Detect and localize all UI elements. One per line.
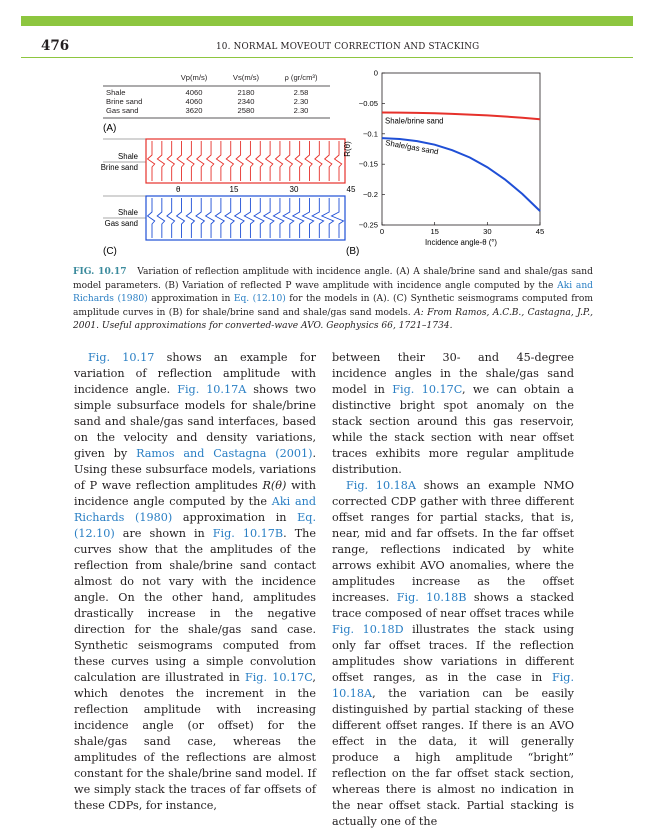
angle-tick-15: 15 — [230, 185, 239, 194]
table-cell: 2580 — [238, 106, 255, 115]
seismic-trace — [305, 141, 312, 181]
y-axis-ticks — [359, 69, 385, 230]
seismic-trace — [215, 198, 224, 238]
seismogram-panel — [101, 139, 356, 240]
body-text: shows a stacked trace composed of near offset traces while — [332, 591, 574, 620]
running-title: 10. NORMAL MOVEOUT CORRECTION AND STACKING — [216, 42, 479, 52]
y-tick-label: −0.25 — [359, 221, 378, 230]
body-text: approximation in — [172, 511, 297, 524]
page-number: 476 — [41, 38, 69, 54]
caption-ref-link[interactable]: Aki and Richards (1980) — [73, 281, 593, 305]
seismic-trace — [312, 198, 323, 238]
figure-link[interactable]: Fig. 10.18B — [397, 591, 467, 604]
panel-label-a: (A) — [103, 123, 116, 134]
body-text: , we can obtain a distinctive bright spot anomaly on the stack section around this gas reservoir, while the stack section with near offset traces exhibits more regular amplitude distribution. — [332, 383, 574, 476]
paragraph — [332, 350, 574, 478]
body-text: illustrates the stack using only far offset traces. If the reflection amplitudes show variations in different offset ranges, as in the case in — [332, 623, 574, 684]
seismic-trace — [236, 141, 243, 181]
seismic-trace — [235, 198, 244, 238]
table-cell: 2.30 — [294, 106, 309, 115]
caption-text: approximation in — [148, 294, 234, 304]
body-text: , which denotes the increment in the reflection amplitude with increasing incidence angle (or offset) for the shale/gas sand case, whereas the amplitudes of the reflections are almost constant for the shale/brine sand model. If we simply stack the traces of far offsets of these CDPs, for instance, — [74, 671, 316, 812]
seismic-trace — [226, 141, 233, 181]
seismic-trace — [225, 198, 234, 238]
figure-link[interactable]: Fig. 10.17C — [392, 383, 462, 396]
body-text: . The curves show that the amplitudes of the reflection from shale/brine sand contact almost do not vary with the incidence angle. On the other hand, amplitudes drastically increase in the negative direction for the shale/gas sand case. Synthetic seismograms computed from these curves using a simple convolution calculation are illustrated in — [74, 527, 316, 684]
layer-label-gas-sand: Gas sand — [105, 219, 138, 228]
seismic-trace — [293, 198, 304, 238]
figure-link[interactable]: Fig. 10.17B — [213, 527, 283, 540]
seismic-trace — [302, 198, 313, 238]
body-text: are shown in — [115, 527, 213, 540]
figure-link[interactable]: Fig. 10.17 — [88, 351, 154, 364]
x-tick-label: 45 — [536, 227, 544, 236]
layer-label-brine-sand: Brine sand — [101, 163, 138, 172]
caption-source: A: From Ramos, A.C.B., Castagna, J.P., 2001. Useful approximations for converted-wave AVO. Geophysics 66, 1721–1734. — [73, 308, 593, 332]
table-cell: 2340 — [238, 97, 255, 106]
seismic-trace — [177, 198, 185, 238]
seismic-trace — [315, 141, 322, 181]
body-text: , the variation can be easily distinguished by partial stacking of these different offset ranges. If there is an AVO effect in the data, it will generally produce a high amplitude “bright” reflection on the far offset stack section, whereas there is almost no indication in the near offset stack. Partial stacking is actually one of the — [332, 687, 574, 828]
panel-label-b: (B) — [346, 246, 359, 257]
seismic-trace — [254, 198, 264, 238]
theta-axis-label: θ — [176, 185, 181, 194]
gas-sand-trace-box — [146, 196, 345, 240]
caption-text: Variation of reflection amplitude with incidence angle. (A) A shale/brine sand and shale/gas sand model parameters. (B) Variation of reflected P wave amplitude with incidence angle computed by the — [73, 267, 593, 291]
seismic-trace — [157, 141, 164, 181]
seismic-trace — [187, 141, 194, 181]
y-tick-label: −0.2 — [363, 190, 378, 199]
caption-text: for the models in (A). (C) Synthetic seismograms computed from amplitude curves in (B) for shale/brine sand and shale/gas sand models. — [73, 294, 593, 318]
paragraph — [332, 478, 574, 830]
reference-link[interactable]: Aki and Richards (1980) — [74, 495, 316, 524]
seismic-trace — [275, 141, 282, 181]
math-r-theta: R(θ) — [263, 479, 287, 492]
figure-link[interactable]: Fig. 10.18A — [346, 479, 416, 492]
seismic-trace — [256, 141, 263, 181]
seismic-trace — [207, 141, 214, 181]
table-cell: 3620 — [186, 106, 203, 115]
body-text: between their 30- and 45-degree incidence angles in the shale/gas sand model in — [332, 351, 574, 396]
seismic-trace — [266, 141, 273, 181]
x-tick-label: 30 — [483, 227, 491, 236]
figure-link[interactable]: Fig. 10.18A — [332, 671, 574, 700]
layer-label-shale: Shale — [118, 208, 138, 217]
body-text: . Using these subsurface models, variations of P wave reflection amplitudes — [74, 447, 316, 492]
seismic-trace — [157, 198, 164, 238]
layer-label-shale: Shale — [118, 152, 138, 161]
model-table — [103, 73, 330, 118]
figure-link[interactable]: Fig. 10.18D — [332, 623, 404, 636]
seismic-trace — [283, 198, 294, 238]
y-tick-label: −0.15 — [359, 160, 378, 169]
seismic-trace — [197, 141, 204, 181]
x-tick-label: 0 — [380, 227, 384, 236]
figure-link[interactable]: Fig. 10.17A — [177, 383, 246, 396]
table-header-vp: Vp(m/s) — [181, 73, 208, 82]
avo-chart — [343, 69, 544, 248]
series-label-shale-gas: Shale/gas sand — [385, 138, 440, 156]
seismic-trace — [206, 198, 215, 238]
y-tick-label: −0.05 — [359, 99, 378, 108]
table-cell: 2.58 — [294, 88, 309, 97]
table-cell: 4060 — [186, 88, 203, 97]
equation-link[interactable]: Eq. (12.10) — [74, 511, 316, 540]
table-row-name: Gas sand — [106, 106, 139, 115]
reference-link[interactable]: Ramos and Castagna (2001) — [136, 447, 312, 460]
caption-eq-link[interactable]: Eq. (12.10) — [234, 294, 286, 304]
seismic-trace — [244, 198, 254, 238]
paragraph — [74, 350, 316, 814]
seismic-trace — [264, 198, 274, 238]
seismic-trace — [295, 141, 302, 181]
panel-label-c: (C) — [103, 246, 117, 257]
body-text: shows two simple subsurface models for shale/brine sand and shale/gas sand interfaces, based on the velocity and density variations, given by — [74, 383, 316, 460]
table-header-vs: Vs(m/s) — [233, 73, 260, 82]
seismic-trace — [148, 141, 155, 181]
y-axis-label: R(θ) — [343, 141, 352, 157]
figure-10-17 — [0, 0, 648, 265]
angle-tick-30: 30 — [290, 185, 299, 194]
body-column-right — [332, 350, 574, 830]
x-axis-label: Incidence angle-θ (°) — [425, 238, 497, 247]
figure-link[interactable]: Fig. 10.17C — [245, 671, 312, 684]
y-tick-label: −0.1 — [363, 129, 378, 138]
body-column-left — [74, 350, 316, 814]
seismic-trace — [216, 141, 223, 181]
series-label-shale-brine: Shale/brine sand — [385, 117, 444, 126]
seismic-trace — [148, 198, 155, 238]
caption-label: FIG. 10.17 — [73, 266, 127, 277]
gas-sand-traces — [148, 198, 344, 238]
y-tick-label: 0 — [374, 69, 378, 78]
seismic-trace — [335, 141, 342, 181]
table-row-name: Shale — [106, 88, 125, 97]
seismic-trace — [246, 141, 253, 181]
table-cell: 2.30 — [294, 97, 309, 106]
seismic-trace — [167, 198, 175, 238]
table-cell: 2180 — [238, 88, 255, 97]
seismic-trace — [332, 198, 344, 238]
seismic-trace — [167, 141, 174, 181]
seismic-trace — [322, 198, 334, 238]
table-header-rho: ρ (gr/cm³) — [284, 73, 317, 82]
body-text: shows an example NMO corrected CDP gather with three different offset ranges for partial stacks, that is, near, mid and far offsets. In the far offset range, reflections indicated by white arrows exhibit AVO anomalies, where the amplitudes increase as the offset increases. — [332, 479, 574, 604]
seismic-trace — [186, 198, 194, 238]
table-row-name: Brine sand — [106, 97, 142, 106]
seismic-trace — [177, 141, 184, 181]
body-text: with incidence angle computed by the — [74, 479, 316, 508]
seismic-trace — [325, 141, 332, 181]
figure-caption — [73, 265, 593, 334]
seismic-trace — [285, 141, 292, 181]
table-cell: 4060 — [186, 97, 203, 106]
body-text: shows an example for variation of reflection amplitude with incidence angle. — [74, 351, 316, 396]
brine-sand-traces — [148, 141, 342, 181]
brine-sand-trace-box — [146, 139, 345, 183]
x-tick-label: 15 — [430, 227, 438, 236]
seismic-trace — [196, 198, 204, 238]
seismic-trace — [273, 198, 283, 238]
angle-tick-45: 45 — [347, 185, 356, 194]
